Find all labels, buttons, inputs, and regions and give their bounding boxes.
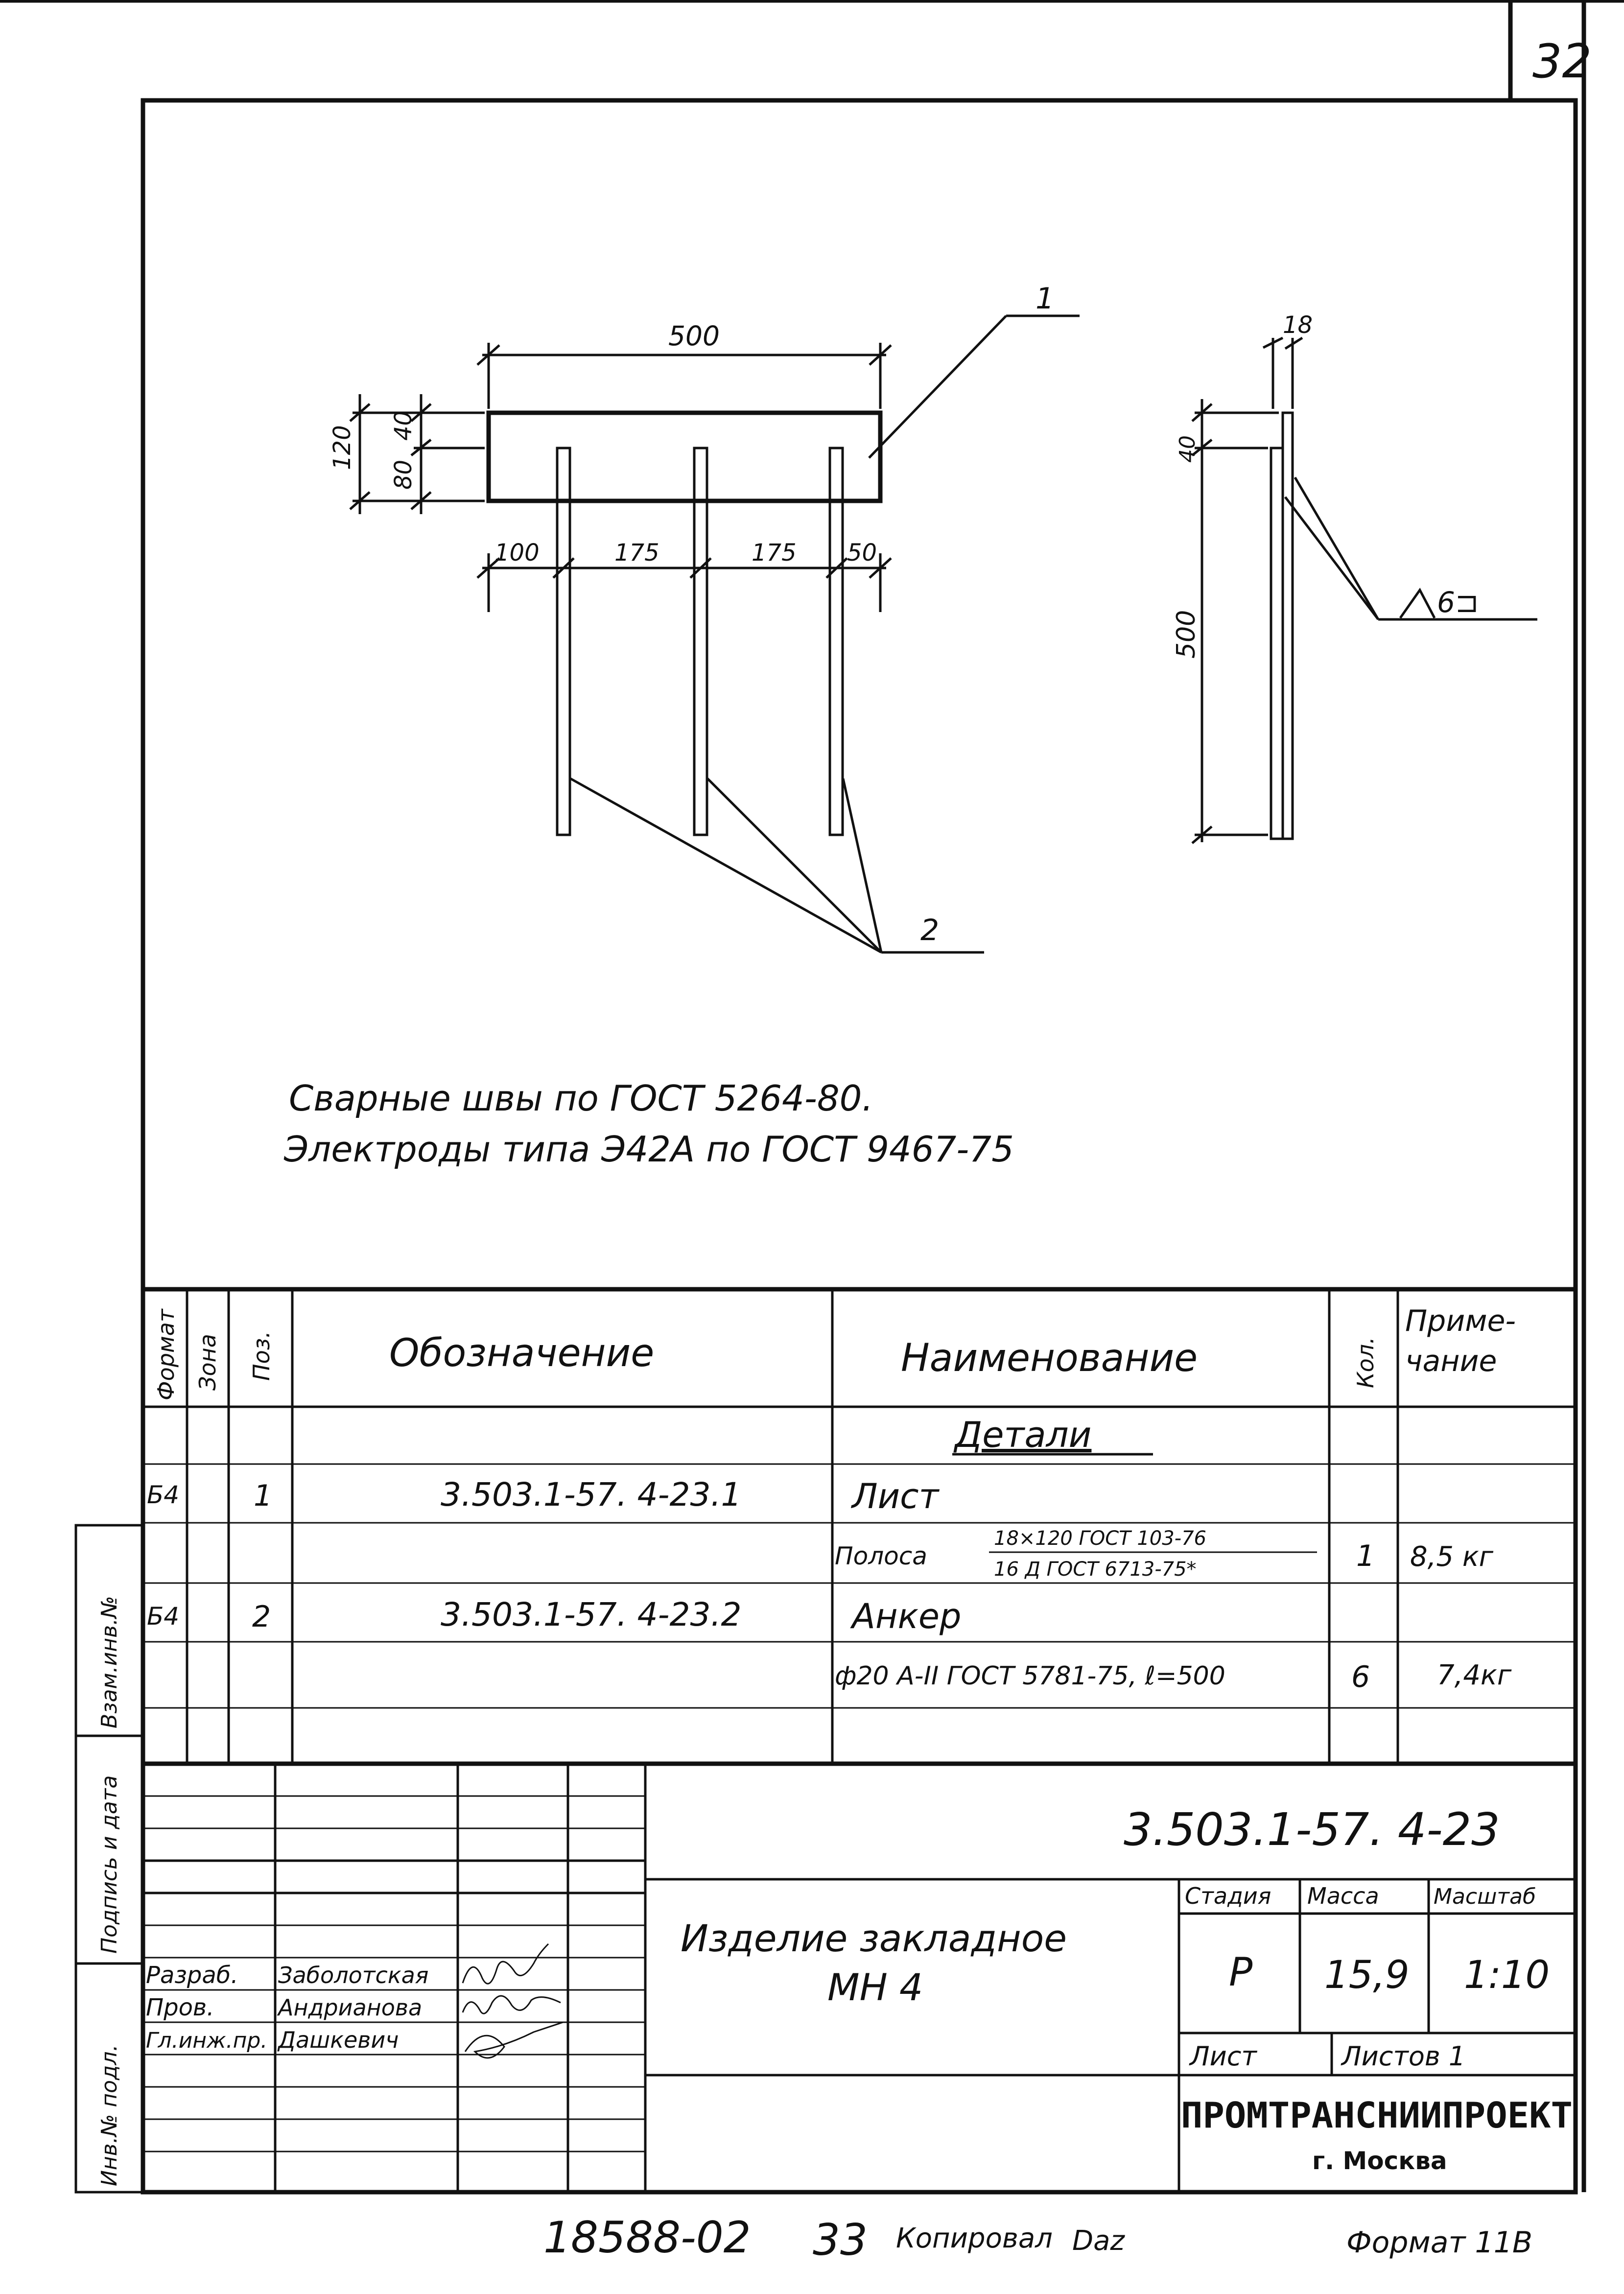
svg-text:8,5 кг: 8,5 кг	[1410, 1541, 1494, 1573]
copied-by: Daz	[1072, 2225, 1125, 2257]
name-checker: Андрианова	[278, 1994, 423, 2021]
leader-1-label: 1	[1036, 282, 1055, 316]
mass-value: 15,9	[1324, 1953, 1410, 1997]
svg-text:Анкер: Анкер	[852, 1596, 962, 1636]
dim-50-label: 50	[847, 539, 877, 567]
svg-text:16 Д ГОСТ 6713-75*: 16 Д ГОСТ 6713-75*	[994, 1558, 1197, 1581]
svg-text:Полоса: Полоса	[835, 1542, 927, 1570]
table-row	[147, 1596, 961, 1636]
side-dim-18-label: 18	[1283, 311, 1313, 339]
svg-text:1: 1	[1356, 1539, 1375, 1573]
name-chief-engineer: Дашкевич	[278, 2027, 399, 2053]
dim-width-label: 500	[668, 320, 720, 352]
dim-40-label: 40	[390, 410, 417, 441]
svg-text:ф20 А-II ГОСТ 5781-75, ℓ=500: ф20 А-II ГОСТ 5781-75, ℓ=500	[835, 1661, 1225, 1691]
sheets-label: Листов 1	[1342, 2041, 1466, 2072]
archive-number: 18588-02	[543, 2212, 751, 2263]
header-zone: Зона	[194, 1334, 221, 1391]
side-dim-500-label: 500	[1172, 610, 1201, 659]
anchor-bar	[557, 448, 570, 835]
sheet-number: 32	[1532, 35, 1592, 89]
header-designation: Обозначение	[389, 1331, 655, 1375]
header-note-line1: Приме-	[1405, 1304, 1516, 1338]
note-line-1: Сварные швы по ГОСТ 5264-80.	[289, 1078, 873, 1119]
note-line-2: Электроды типа Э42А по ГОСТ 9467-75	[284, 1129, 1014, 1170]
leader-2-label: 2	[920, 913, 940, 947]
name-developer: Заболотская	[278, 1962, 429, 1988]
svg-text:3.503.1-57. 4-23.2: 3.503.1-57. 4-23.2	[441, 1596, 742, 1633]
role-developer: Разраб.	[146, 1962, 238, 1989]
signature-chief	[465, 2022, 563, 2058]
header-pos: Поз.	[248, 1331, 275, 1381]
org-city: г. Москва	[1312, 2147, 1447, 2175]
side-view	[1172, 311, 1537, 843]
svg-text:Б4: Б4	[147, 1481, 180, 1509]
svg-text:Б4: Б4	[147, 1602, 180, 1631]
stamp-original-inv: Инв.№ подл.	[97, 2044, 122, 2186]
header-note-line2: чание	[1405, 1344, 1497, 1378]
stamp-replace-inv: Взам.инв.№	[97, 1596, 122, 1728]
svg-text:7,4кг: 7,4кг	[1437, 1659, 1512, 1691]
header-qty: Кол.	[1352, 1337, 1379, 1388]
title-block	[143, 1764, 1576, 2192]
signature-checker	[463, 1996, 561, 2013]
svg-text:2: 2	[252, 1600, 271, 1634]
dim-120-label: 120	[329, 425, 356, 470]
svg-text:6: 6	[1351, 1660, 1370, 1694]
table-row	[835, 1527, 1494, 1581]
dim-80-label: 80	[390, 459, 417, 490]
item-name-line1: Изделие закладное	[681, 1916, 1067, 1960]
stage-value: Р	[1229, 1949, 1253, 1995]
side-plate	[1283, 413, 1293, 839]
stamp-signature-date: Подпись и дата	[97, 1775, 122, 1954]
item-name-line2: МН 4	[827, 1965, 923, 2009]
stage-label: Стадия	[1185, 1883, 1271, 1909]
anchor-bar	[830, 448, 843, 835]
weld-mark: 6⊐	[1437, 586, 1479, 619]
scale-value: 1:10	[1464, 1953, 1550, 1997]
spec-table	[143, 1289, 1576, 1764]
role-checker: Пров.	[146, 1994, 214, 2021]
header-format: Формат	[153, 1309, 179, 1400]
svg-text:1: 1	[254, 1479, 273, 1513]
format-label: Формат 11В	[1346, 2225, 1533, 2260]
dim-175a-label: 175	[614, 539, 659, 567]
role-chief-engineer: Гл.инж.пр.	[146, 2028, 268, 2053]
header-name: Наименование	[901, 1336, 1198, 1380]
side-stamp	[76, 1525, 143, 2192]
front-view	[329, 282, 1080, 952]
mass-label: Масса	[1307, 1883, 1379, 1909]
copied-label: Копировал	[896, 2223, 1053, 2254]
table-row	[835, 1659, 1512, 1694]
svg-text:3.503.1-57. 4-23.1: 3.503.1-57. 4-23.1	[441, 1476, 742, 1514]
anchor-bar	[694, 448, 707, 835]
section-title: Детали	[955, 1414, 1092, 1455]
side-dim-40-label: 40	[1175, 435, 1200, 463]
scale-label: Масштаб	[1434, 1884, 1536, 1909]
svg-text:Лист: Лист	[852, 1476, 939, 1516]
drawing-code: 3.503.1-57. 4-23	[1124, 1803, 1500, 1856]
sheet-label: Лист	[1190, 2041, 1257, 2072]
dim-100-label: 100	[494, 539, 540, 567]
dim-175b-label: 175	[752, 539, 797, 567]
side-anchor	[1271, 448, 1283, 839]
plate	[489, 413, 880, 501]
signature-developer	[463, 1944, 548, 1984]
svg-text:18×120 ГОСТ 103-76: 18×120 ГОСТ 103-76	[994, 1527, 1207, 1550]
table-row	[147, 1476, 940, 1516]
org-name: ПРОМТРАНСНИИПРОЕКТ	[1181, 2095, 1573, 2136]
page-number: 33	[813, 2215, 868, 2265]
